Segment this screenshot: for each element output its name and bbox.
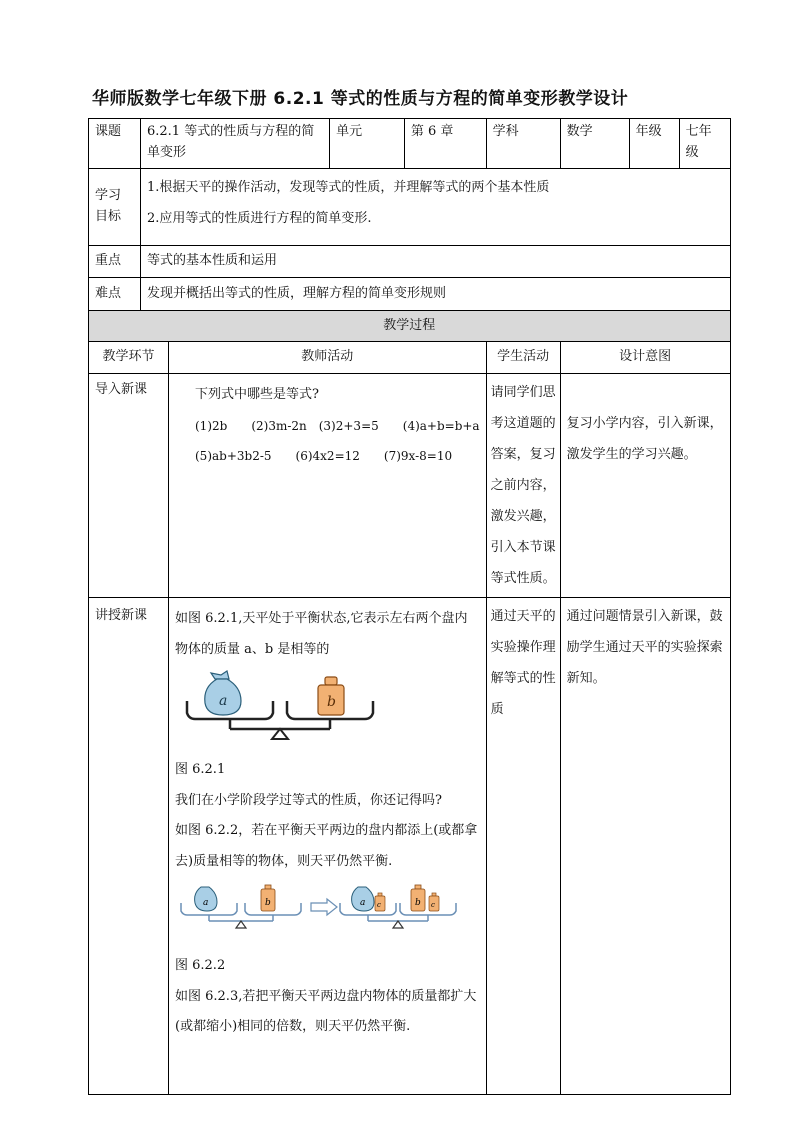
intro-stage: 导入新课 <box>89 374 169 598</box>
column-header-row <box>89 342 731 374</box>
goals-label <box>89 169 141 246</box>
difficulty-row <box>89 278 731 311</box>
lecture-p2: 我们在小学阶段学过等式的性质，你还记得吗? <box>175 792 442 808</box>
intro-teacher <box>169 374 487 598</box>
subject-value: 数学 <box>560 119 629 169</box>
intro-line-2: (5)ab+3b2-5 (6)4x2=12 (7)9x-8=10 <box>195 449 453 463</box>
lecture-p4: 如图 6.2.3,若把平衡天平两边盘内物体的质量都扩大(或都缩小)相同的倍数，则天平仍然平衡. <box>175 988 477 1034</box>
bag-a-label: a <box>219 693 228 709</box>
intro-row <box>89 374 731 598</box>
lecture-intent: 通过问题情景引入新课，鼓励学生通过天平的实验探索新知。 <box>560 598 730 1095</box>
fig2-b-left: b <box>265 898 271 908</box>
process-header-row <box>89 311 731 342</box>
goal-item-2: 2.应用等式的性质进行方程的简单变形. <box>147 211 372 226</box>
bag-a-shape <box>205 671 241 715</box>
grade-value: 七年级 <box>679 119 730 169</box>
difficulty-label: 难点 <box>89 278 141 311</box>
fulcrum-shape <box>272 729 288 739</box>
col-teacher: 教师活动 <box>169 342 487 374</box>
fig2-c-2: c <box>431 901 435 909</box>
weight-b-label: b <box>327 694 336 710</box>
subject-label: 学科 <box>486 119 560 169</box>
goals-row <box>89 169 731 246</box>
topic-value: 6.2.1 等式的性质与方程的简单变形 <box>141 119 330 169</box>
intro-student: 请同学们思考这道题的答案，复习之前内容，激发兴趣，引入本节课等式性质。 <box>486 374 560 598</box>
lecture-p1: 如图 6.2.1,天平处于平衡状态,它表示左右两个盘内物体的质量 a、b 是相等的 <box>175 611 468 657</box>
goal-item-1: 1.根据天平的操作活动，发现等式的性质，并理解等式的两个基本性质 <box>147 180 550 195</box>
weight-b-shape <box>318 677 344 715</box>
lecture-row <box>89 598 731 1095</box>
fig1-caption: 图 6.2.1 <box>175 762 226 777</box>
fig2-caption: 图 6.2.2 <box>175 958 226 973</box>
goals-content <box>141 169 731 246</box>
unit-value: 第 6 章 <box>404 119 486 169</box>
col-intent: 设计意图 <box>560 342 730 374</box>
lesson-plan-table <box>88 118 731 1095</box>
lecture-student: 通过天平的实验操作理解等式的性质 <box>486 598 560 1095</box>
intro-intent: 复习小学内容，引入新课，激发学生的学习兴趣。 <box>560 374 730 598</box>
intro-question: 下列式中哪些是等式? <box>195 387 319 402</box>
balance-figure-2 <box>175 877 460 941</box>
fig2-a-left: a <box>203 898 209 908</box>
fig2-c-1: c <box>377 901 381 909</box>
header-row <box>89 119 731 169</box>
key-point-value: 等式的基本性质和运用 <box>141 246 731 278</box>
arrow-icon <box>311 899 337 915</box>
lecture-teacher <box>169 598 487 1095</box>
lecture-stage: 讲授新课 <box>89 598 169 1095</box>
lecture-p3: 如图 6.2.2，若在平衡天平两边的盘内都添上(或都拿去)质量相等的物体，则天平仍然平衡. <box>175 823 478 869</box>
col-student: 学生活动 <box>486 342 560 374</box>
page-title: 华师版数学七年级下册 6.2.1 等式的性质与方程的简单变形教学设计 <box>92 89 629 109</box>
grade-label: 年级 <box>629 119 679 169</box>
intro-line-1: (1)2b (2)3m-2n (3)2+3=5 (4)a+b=b+a <box>195 418 480 433</box>
difficulty-value: 发现并概括出等式的性质，理解方程的简单变形规则 <box>141 278 731 311</box>
key-point-label: 重点 <box>89 246 141 278</box>
key-point-row <box>89 246 731 278</box>
process-header: 教学过程 <box>89 311 731 342</box>
fig2-a-right: a <box>360 898 366 908</box>
col-stage: 教学环节 <box>89 342 169 374</box>
goals-label-text: 学习目标 <box>95 188 122 224</box>
fig2-b-right: b <box>415 898 421 908</box>
unit-label: 单元 <box>330 119 405 169</box>
balance-figure-1 <box>175 665 385 749</box>
topic-label: 课题 <box>89 119 141 169</box>
